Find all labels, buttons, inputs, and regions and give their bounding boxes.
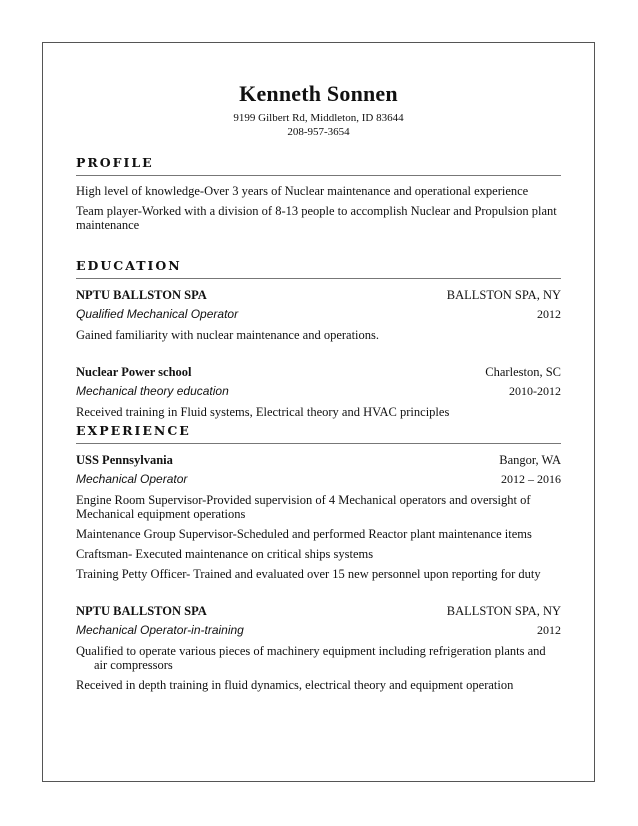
entry-role: Mechanical theory education [76,384,229,398]
entry-detail: Received in depth training in fluid dynamics, electrical theory and equipment operation [76,678,514,692]
entry-location: Bangor, WA [499,453,561,467]
entry-role: Mechanical Operator [76,472,188,486]
entry-detail: Gained familiarity with nuclear maintenance and operations. [76,328,380,342]
entry-location: Charleston, SC [485,365,561,379]
profile-item: High level of knowledge-Over 3 years of Nuclear maintenance and operational experience [76,184,529,198]
entry-location: BALLSTON SPA, NY [446,604,561,618]
profile-item: Team player-Worked with a division of 8-13 people to accomplish Nuclear and Propulsion plant maintenance [76,204,557,232]
candidate-name: Kenneth Sonnen [239,81,398,106]
experience-entry [76,603,561,692]
education-entry [76,287,561,342]
section-title-profile: PROFILE [76,155,561,176]
entry-detail: Received training in Fluid systems, Electrical theory and HVAC principles [76,405,450,419]
section-title-experience: EXPERIENCE [76,423,561,444]
entry-detail: Qualified to operate various pieces of machinery equipment including refrigeration plants and air compressors [76,644,546,672]
entry-detail: Engine Room Supervisor-Provided supervision of 4 Mechanical operators and oversight of Mechanical equipment operations [76,493,531,521]
experience-entry [76,452,561,581]
resume-content [76,155,561,692]
resume-page [42,42,595,782]
entry-date: 2012 [537,623,561,637]
entry-location: BALLSTON SPA, NY [446,288,561,302]
entry-date: 2012 – 2016 [501,472,561,486]
phone: 208-957-3654 [287,126,350,138]
education-entry [76,364,561,419]
entry-detail: Craftsman- Executed maintenance on critical ships systems [76,547,374,561]
entry-date: 2012 [537,307,561,321]
entry-detail: Training Petty Officer- Trained and evaluated over 15 new personnel upon reporting for duty [76,567,541,581]
entry-role: Mechanical Operator-in-training [76,623,244,637]
entry-organization: Nuclear Power school [76,365,192,379]
section-title-education: EDUCATION [76,258,561,279]
entry-role: Qualified Mechanical Operator [76,307,239,321]
address: 9199 Gilbert Rd, Middleton, ID 83644 [233,112,404,124]
entry-organization: NPTU BALLSTON SPA [76,604,207,618]
resume-header [43,81,594,139]
entry-organization: NPTU BALLSTON SPA [76,288,207,302]
entry-date: 2010-2012 [509,384,561,398]
entry-detail: Maintenance Group Supervisor-Scheduled and performed Reactor plant maintenance items [76,527,532,541]
entry-organization: USS Pennsylvania [76,453,173,467]
